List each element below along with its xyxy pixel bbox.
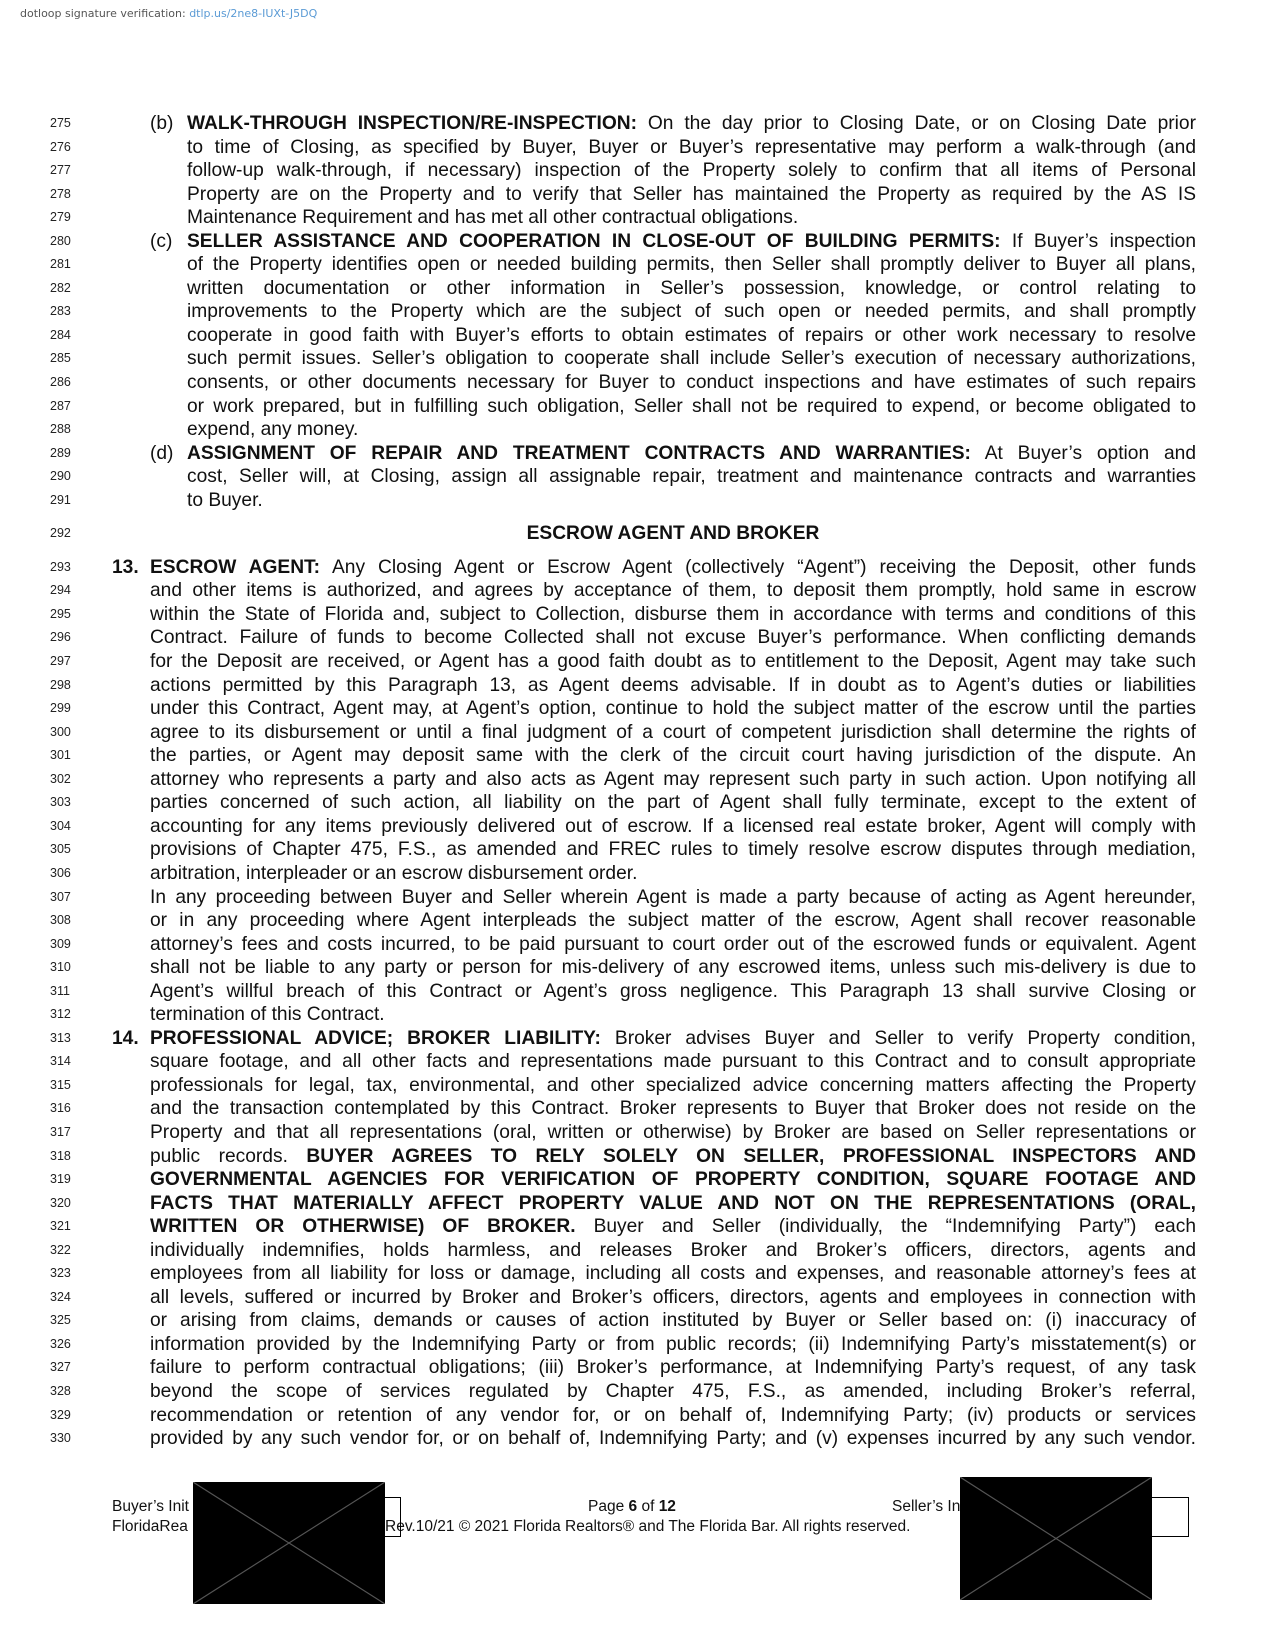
line-text — [150, 1239, 1196, 1263]
document-line — [0, 674, 1275, 698]
document-line — [0, 1050, 1275, 1074]
text-run: provided by any such vendor for, or on behalf of, Indemnifying Party; and (v) expenses incurred by any such vendor. — [150, 1428, 1196, 1450]
line-text — [150, 626, 1196, 650]
text-run: individually indemnifies, holds harmless, and releases Broker and Broker’s officers, directors, agents and — [150, 1239, 1196, 1261]
line-text — [187, 136, 1196, 160]
document-line — [0, 136, 1275, 160]
document-line — [0, 556, 1275, 580]
line-text — [187, 277, 1196, 301]
document-line — [0, 1286, 1275, 1310]
text-run: consents, or other documents necessary for Buyer to conduct inspections and have estimates of such repairs — [187, 372, 1196, 394]
document-line — [0, 230, 1275, 254]
document-line — [0, 791, 1275, 815]
line-number: 279 — [50, 210, 71, 225]
text-run: parties concerned of such action, all liability on the part of Agent shall fully terminate, except to the extent of — [150, 792, 1196, 814]
text-run: public records. — [150, 1145, 307, 1167]
line-text — [187, 112, 1196, 136]
text-run: improvements to the Property which are the subject of such open or needed permits, and shall promptly — [187, 301, 1196, 323]
line-text — [150, 603, 1196, 627]
document-line — [0, 1333, 1275, 1357]
line-number: 285 — [50, 351, 71, 366]
line-text — [187, 395, 1196, 419]
text-run: At Buyer’s option and — [970, 442, 1197, 464]
line-number: 280 — [50, 233, 71, 248]
line-text — [187, 465, 1196, 489]
line-number: 304 — [50, 818, 71, 833]
line-text — [150, 1050, 1196, 1074]
section-number: 14. — [112, 1027, 139, 1049]
line-number: 293 — [50, 559, 71, 574]
line-text — [150, 744, 1196, 768]
line-number: 324 — [50, 1289, 71, 1304]
subsection-label: (c) — [150, 230, 173, 252]
bold-text-run: ASSIGNMENT OF REPAIR AND TREATMENT CONTRACTS AND WARRANTIES: — [187, 442, 971, 464]
text-run: termination of this Contract. — [150, 1004, 385, 1026]
line-number: 312 — [50, 1007, 71, 1022]
redaction-cross-icon — [193, 1482, 385, 1604]
line-text — [150, 1121, 1196, 1145]
line-number: 307 — [50, 889, 71, 904]
line-text — [150, 956, 1196, 980]
line-number: 277 — [50, 163, 71, 178]
text-run: to time of Closing, as specified by Buyer, Buyer or Buyer’s representative may perform a walk-through (and — [187, 136, 1196, 158]
line-number: 303 — [50, 795, 71, 810]
line-number: 298 — [50, 677, 71, 692]
text-run: attorney’s fees and costs incurred, to be paid pursuant to court order out of the escrowed funds or equivalent. Agent — [150, 933, 1196, 955]
line-text — [187, 159, 1196, 183]
text-run: Property are on the Property and to verify that Seller has maintained the Property as required by the AS IS — [187, 183, 1196, 205]
line-text — [150, 909, 1196, 933]
line-number: 287 — [50, 398, 71, 413]
line-text — [187, 442, 1196, 466]
line-number: 292 — [50, 526, 71, 541]
line-number: 306 — [50, 865, 71, 880]
text-run: Broker advises Buyer and Seller to verify Property condition, — [600, 1027, 1196, 1049]
text-run: cost, Seller will, at Closing, assign all assignable repair, treatment and maintenance contracts and warranties — [187, 466, 1196, 488]
line-text — [150, 791, 1196, 815]
document-line — [0, 980, 1275, 1004]
text-run: actions permitted by this Paragraph 13, as Agent deems advisable. If in doubt as to Agent’s duties or liabilities — [150, 674, 1196, 696]
text-run: Agent’s willful breach of this Contract or Agent’s gross negligence. This Paragraph 13 shall survive Closing or — [150, 980, 1196, 1002]
document-line — [0, 1027, 1275, 1051]
text-run: Any Closing Agent or Escrow Agent (collectively “Agent”) receiving the Deposit, other funds — [320, 556, 1196, 578]
document-line — [0, 1003, 1275, 1027]
bold-text-run: ESCROW AGENT: — [150, 556, 321, 578]
form-id: FloridaRea — [112, 1518, 188, 1535]
line-number: 321 — [50, 1219, 71, 1234]
copyright: Rev.10/21 © 2021 Florida Realtors® and The Florida Bar. All rights reserved. — [385, 1518, 911, 1535]
document-line — [0, 744, 1275, 768]
line-text — [150, 721, 1196, 745]
document-line — [0, 371, 1275, 395]
text-run: and the transaction contemplated by this Contract. Broker represents to Buyer that Broker does not reside on the — [150, 1098, 1196, 1120]
line-text — [187, 324, 1196, 348]
document-line — [0, 768, 1275, 792]
line-number: 320 — [50, 1195, 71, 1210]
page-number: Page 6 of 12 — [588, 1498, 676, 1515]
line-text — [150, 980, 1196, 1004]
line-number: 294 — [50, 583, 71, 598]
text-run: expend, any money. — [187, 419, 359, 441]
line-number: 323 — [50, 1266, 71, 1281]
text-run: In any proceeding between Buyer and Seller wherein Agent is made a party because of acting as Agent hereunder, — [150, 886, 1196, 908]
line-text — [187, 253, 1196, 277]
document-line — [0, 206, 1275, 230]
document-line — [0, 1427, 1275, 1451]
seller-initials-box[interactable] — [1150, 1497, 1189, 1537]
text-run: accounting for any items previously delivered out of escrow. If a licensed real estate broker, Agent will comply with — [150, 815, 1196, 837]
text-run: agree to its disbursement or until a final judgment of a court of competent jurisdiction shall determine the rights of — [150, 721, 1196, 743]
line-text — [187, 418, 1196, 442]
line-number: 328 — [50, 1383, 71, 1398]
line-text — [150, 815, 1196, 839]
redaction-cross-icon — [960, 1477, 1152, 1600]
document-line — [0, 721, 1275, 745]
line-number: 299 — [50, 701, 71, 716]
document-line — [0, 862, 1275, 886]
line-number: 295 — [50, 606, 71, 621]
bold-text-run: GOVERNMENTAL AGENCIES FOR VERIFICATION OF PROPERTY CONDITION, SQUARE FOOTAGE AND — [150, 1169, 1196, 1191]
buyer-initials-label: Buyer’s Init — [112, 1498, 189, 1515]
line-text — [187, 230, 1196, 254]
bold-text-run: ESCROW AGENT AND BROKER — [526, 523, 820, 545]
document-line — [0, 1074, 1275, 1098]
document-line — [0, 933, 1275, 957]
document-line — [0, 1215, 1275, 1239]
line-number: 308 — [50, 913, 71, 928]
line-number: 311 — [50, 983, 70, 998]
text-run: beyond the scope of services regulated by Chapter 475, F.S., as amended, including Broker’s referral, — [150, 1380, 1196, 1402]
line-number: 301 — [50, 748, 71, 763]
line-text — [150, 1097, 1196, 1121]
line-number: 317 — [50, 1124, 71, 1139]
line-text — [150, 1333, 1196, 1357]
line-number: 325 — [50, 1313, 71, 1328]
text-run: such permit issues. Seller’s obligation to cooperate shall include Seller’s execution of necessary authorizations, — [187, 348, 1196, 370]
line-number: 302 — [50, 771, 71, 786]
line-number: 329 — [50, 1407, 71, 1422]
document-line — [0, 650, 1275, 674]
text-run: the parties, or Agent may deposit same with the clerk of the circuit court having jurisdiction of the dispute. An — [150, 745, 1196, 767]
document-line — [0, 418, 1275, 442]
redacted-seller-initials — [960, 1477, 1152, 1600]
bold-text-run: WALK-THROUGH INSPECTION/RE-INSPECTION: — [187, 113, 638, 134]
line-number: 283 — [50, 304, 71, 319]
subsection-label: (d) — [150, 442, 174, 464]
line-text — [150, 1286, 1196, 1310]
text-run: Maintenance Requirement and has met all other contractual obligations. — [187, 207, 799, 229]
line-number: 327 — [50, 1360, 71, 1375]
document-line — [0, 1309, 1275, 1333]
text-run: to Buyer. — [187, 489, 263, 511]
line-text — [187, 300, 1196, 324]
text-run: employees from all liability for loss or damage, including all costs and expenses, and reasonable attorney’s fees at — [150, 1263, 1196, 1285]
line-number: 291 — [50, 492, 71, 507]
line-text — [150, 697, 1196, 721]
text-run: If Buyer’s inspection — [1000, 230, 1196, 252]
line-text — [150, 674, 1196, 698]
line-number: 276 — [50, 139, 71, 154]
text-run: Property and that all representations (oral, written or otherwise) by Broker are based on Seller representations or — [150, 1121, 1196, 1143]
line-number: 289 — [50, 445, 71, 460]
line-text — [150, 933, 1196, 957]
line-text — [150, 1404, 1196, 1428]
document-line — [0, 838, 1275, 862]
document-line — [0, 159, 1275, 183]
text-run: information provided by the Indemnifying Party or from public records; (ii) Indemnifying Party’s misstatement(s) or — [150, 1333, 1196, 1355]
page-footer — [0, 1490, 1275, 1620]
document-line — [0, 603, 1275, 627]
subsection-label: (b) — [150, 113, 174, 134]
line-text — [187, 183, 1196, 207]
line-text — [150, 1027, 1196, 1051]
bold-text-run: FACTS THAT MATERIALLY AFFECT PROPERTY VALUE AND NOT ON THE REPRESENTATIONS (ORAL, — [150, 1192, 1196, 1214]
line-number: 278 — [50, 186, 71, 201]
text-run: under this Contract, Agent may, at Agent’s option, continue to hold the subject matter of the escrow until the parties — [150, 698, 1196, 720]
document-line — [0, 1262, 1275, 1286]
line-number: 297 — [50, 654, 71, 669]
verification-prefix: dotloop signature verification: — [20, 7, 186, 20]
text-run: for the Deposit are received, or Agent has a good faith doubt as to entitlement to the Deposit, Agent may take such — [150, 651, 1196, 673]
text-run: recommendation or retention of any vendor for, or on behalf of, Indemnifying Party; (iv) products or services — [150, 1404, 1196, 1426]
line-number: 310 — [50, 960, 71, 975]
line-text — [150, 768, 1196, 792]
text-run: provisions of Chapter 475, F.S., as amended and FREC rules to timely resolve escrow disputes through mediation, — [150, 839, 1196, 861]
line-text — [150, 1356, 1196, 1380]
bold-text-run: WRITTEN OR OTHERWISE) OF BROKER. — [150, 1216, 576, 1238]
line-text — [187, 347, 1196, 371]
text-run: On the day prior to Closing Date, or on Closing Date prior — [637, 113, 1196, 134]
text-run: and other items is authorized, and agrees by acceptance of them, to deposit them promptly, hold same in escrow — [150, 580, 1196, 602]
line-number: 282 — [50, 280, 71, 295]
line-text — [150, 1145, 1196, 1169]
line-number: 318 — [50, 1148, 71, 1163]
line-number: 290 — [50, 469, 71, 484]
document-line — [0, 1404, 1275, 1428]
document-line — [0, 626, 1275, 650]
document-line — [0, 1239, 1275, 1263]
redacted-buyer-initials — [193, 1482, 385, 1604]
line-number: 281 — [50, 257, 71, 272]
document-line — [0, 183, 1275, 207]
text-run: all levels, suffered or incurred by Broker and Broker’s officers, directors, agents and employees in connection with — [150, 1286, 1196, 1308]
line-number: 286 — [50, 375, 71, 390]
document-line — [0, 697, 1275, 721]
line-text — [150, 1427, 1196, 1451]
line-text — [150, 579, 1196, 603]
document-line — [0, 1145, 1275, 1169]
document-line — [0, 1380, 1275, 1404]
document-line — [0, 522, 1275, 546]
document-line — [0, 465, 1275, 489]
line-text — [150, 1262, 1196, 1286]
line-number: 309 — [50, 936, 71, 951]
line-text — [150, 838, 1196, 862]
line-number: 305 — [50, 842, 71, 857]
document-line — [0, 112, 1275, 136]
document-line — [0, 1356, 1275, 1380]
line-text — [150, 1168, 1196, 1192]
document-line — [0, 886, 1275, 910]
line-text — [187, 206, 1196, 230]
section-number: 13. — [112, 556, 139, 578]
text-run: or in any proceeding where Agent interpleads the subject matter of the escrow, Agent shall recover reasonable — [150, 910, 1196, 932]
text-run: square footage, and all other facts and representations made pursuant to this Contract and to consult appropriate — [150, 1051, 1196, 1073]
line-number: 275 — [50, 116, 71, 130]
line-number: 330 — [50, 1431, 71, 1446]
text-run: within the State of Florida and, subject to Collection, disburse them in accordance with terms and conditions of this — [150, 603, 1196, 625]
document-line — [0, 1121, 1275, 1145]
text-run: follow-up walk-through, if necessary) inspection of the Property solely to confirm that all items of Personal — [187, 160, 1196, 182]
line-text — [150, 886, 1196, 910]
line-text — [150, 1309, 1196, 1333]
document-line — [0, 277, 1275, 301]
document-line — [0, 324, 1275, 348]
document-line — [0, 347, 1275, 371]
line-number: 314 — [50, 1054, 71, 1069]
line-number: 284 — [50, 327, 71, 342]
document-line — [0, 253, 1275, 277]
line-text — [150, 1215, 1196, 1239]
document-line — [0, 300, 1275, 324]
document-line — [0, 909, 1275, 933]
line-number: 315 — [50, 1077, 71, 1092]
line-number: 319 — [50, 1172, 71, 1187]
line-text — [150, 1192, 1196, 1216]
document-line — [0, 956, 1275, 980]
document-line — [0, 1168, 1275, 1192]
text-run: shall not be liable to any party or person for mis-delivery of any escrowed items, unless such mis-delivery is due to — [150, 957, 1196, 979]
section-heading — [150, 522, 1196, 546]
text-run: Buyer and Seller (individually, the “Indemnifying Party”) each — [575, 1216, 1196, 1238]
line-text — [150, 862, 1196, 886]
line-number: 288 — [50, 422, 71, 437]
document-line — [0, 579, 1275, 603]
bold-text-run: SELLER ASSISTANCE AND COOPERATION IN CLOSE-OUT OF BUILDING PERMITS: — [187, 230, 1001, 252]
line-number: 326 — [50, 1336, 71, 1351]
document-line — [0, 1097, 1275, 1121]
bold-text-run: BUYER AGREES TO RELY SOLELY ON SELLER, PROFESSIONAL INSPECTORS AND — [306, 1145, 1197, 1167]
line-number: 300 — [50, 724, 71, 739]
line-text — [150, 1380, 1196, 1404]
text-run: cooperate in good faith with Buyer’s efforts to obtain estimates of repairs or other work necessary to resolve — [187, 324, 1196, 346]
line-text — [187, 371, 1196, 395]
document-line — [0, 1192, 1275, 1216]
bold-text-run: PROFESSIONAL ADVICE; BROKER LIABILITY: — [150, 1027, 601, 1049]
line-text — [150, 1074, 1196, 1098]
line-text — [150, 650, 1196, 674]
line-number: 316 — [50, 1101, 71, 1116]
document-line — [0, 395, 1275, 419]
document-body — [0, 112, 1275, 1451]
document-line — [0, 442, 1275, 466]
text-run: arbitration, interpleader or an escrow disbursement order. — [150, 862, 638, 884]
text-run: failure to perform contractual obligations; (iii) Broker’s performance, at Indemnifying Party’s request, of any task — [150, 1357, 1196, 1379]
document-line — [0, 489, 1275, 513]
line-text — [187, 489, 1196, 513]
document-line — [0, 815, 1275, 839]
signature-verification — [20, 7, 317, 20]
line-text — [150, 556, 1196, 580]
text-run: of the Property identifies open or needed building permits, then Seller shall promptly deliver to Buyer all plans, — [187, 254, 1196, 276]
verification-link[interactable]: dtlp.us/2ne8-IUXt-J5DQ — [189, 7, 318, 20]
line-number: 296 — [50, 630, 71, 645]
text-run: Contract. Failure of funds to become Collected shall not excuse Buyer’s performance. When conflicting demands — [150, 627, 1196, 649]
line-number: 313 — [50, 1030, 71, 1045]
text-run: professionals for legal, tax, environmental, and other specialized advice concerning matters affecting the Property — [150, 1074, 1196, 1096]
text-run: written documentation or other information in Seller’s possession, knowledge, or control relating to — [187, 277, 1196, 299]
line-number: 322 — [50, 1242, 71, 1257]
text-run: or arising from claims, demands or causes of action instituted by Buyer or Seller based on: (i) inaccuracy of — [150, 1310, 1196, 1332]
text-run: or work prepared, but in fulfilling such obligation, Seller shall not be required to expend, or become obligated to — [187, 395, 1196, 417]
text-run: attorney who represents a party and also acts as Agent may represent such party in such action. Upon notifying all — [150, 768, 1196, 790]
line-text — [150, 1003, 1196, 1027]
seller-initials-label: Seller’s In — [892, 1498, 961, 1515]
